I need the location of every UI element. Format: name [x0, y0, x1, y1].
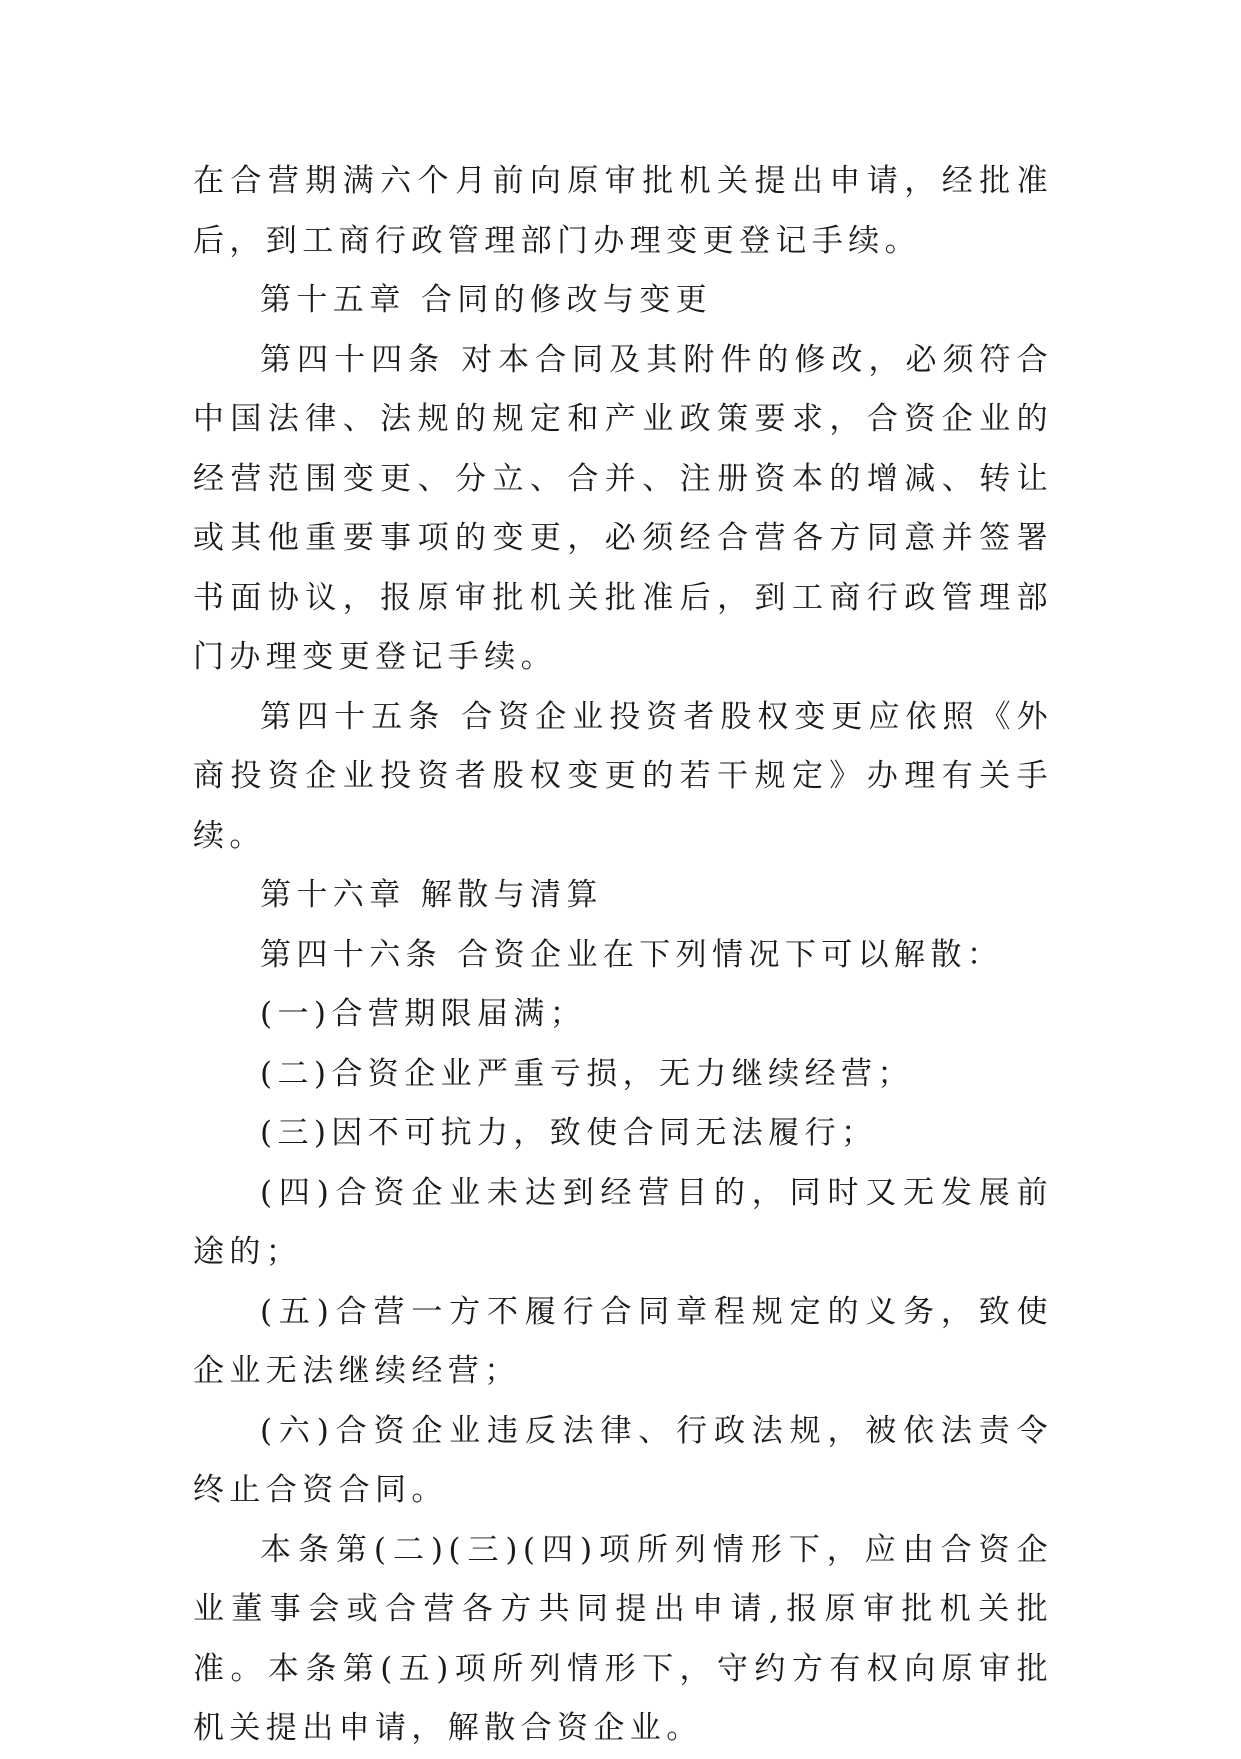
- list-item-5: (五)合营一方不履行合同章程规定的义务，致使企业无法继续经营；: [193, 1293, 1053, 1389]
- paragraph-continuation: 在合营期满六个月前向原审批机关提出申请，经批准后，到工商行政管理部门办理变更登记手续。: [193, 163, 1053, 259]
- list-item-1: (一)合营期限届满；: [260, 996, 587, 1032]
- list-item-3: (三)因不可抗力，致使合同无法履行；: [260, 1115, 878, 1151]
- chapter-heading-15: 第十五章 合同的修改与变更: [260, 282, 713, 318]
- chapter-heading-16: 第十六章 解散与清算: [260, 877, 603, 913]
- article-46: 第四十六条 合资企业在下列情况下可以解散：: [260, 936, 1004, 973]
- article-45: 第四十五条 合资企业投资者股权变更应依照《外商投资企业投资者股权变更的若干规定》办理有关手续。: [193, 698, 1053, 854]
- article-44: 第四十四条 对本合同及其附件的修改，必须符合中国法律、法规的规定和产业政策要求，合资企业的经营范围变更、分立、合并、注册资本的增减、转让或其他重要事项的变更，必须经合营各方同意并签署书面协议，报原审批机关批准后，到工商行政管理部门办理变更登记手续。: [193, 341, 1053, 675]
- list-item-6: (六)合资企业违反法律、行政法规，被依法责令终止合资合同。: [193, 1412, 1053, 1508]
- article-46-note: 本条第(二)(三)(四)项所列情形下，应由合资企业董事会或合营各方共同提出申请,报原审批机关批准。本条第(五)项所列情形下，守约方有权向原审批机关提出申请，解散合资企业。: [193, 1531, 1053, 1746]
- list-item-4: (四)合资企业未达到经营目的，同时又无发展前途的；: [193, 1174, 1053, 1270]
- list-item-2: (二)合资企业严重亏损，无力继续经营；: [260, 1055, 914, 1092]
- document-body: [193, 152, 1053, 1759]
